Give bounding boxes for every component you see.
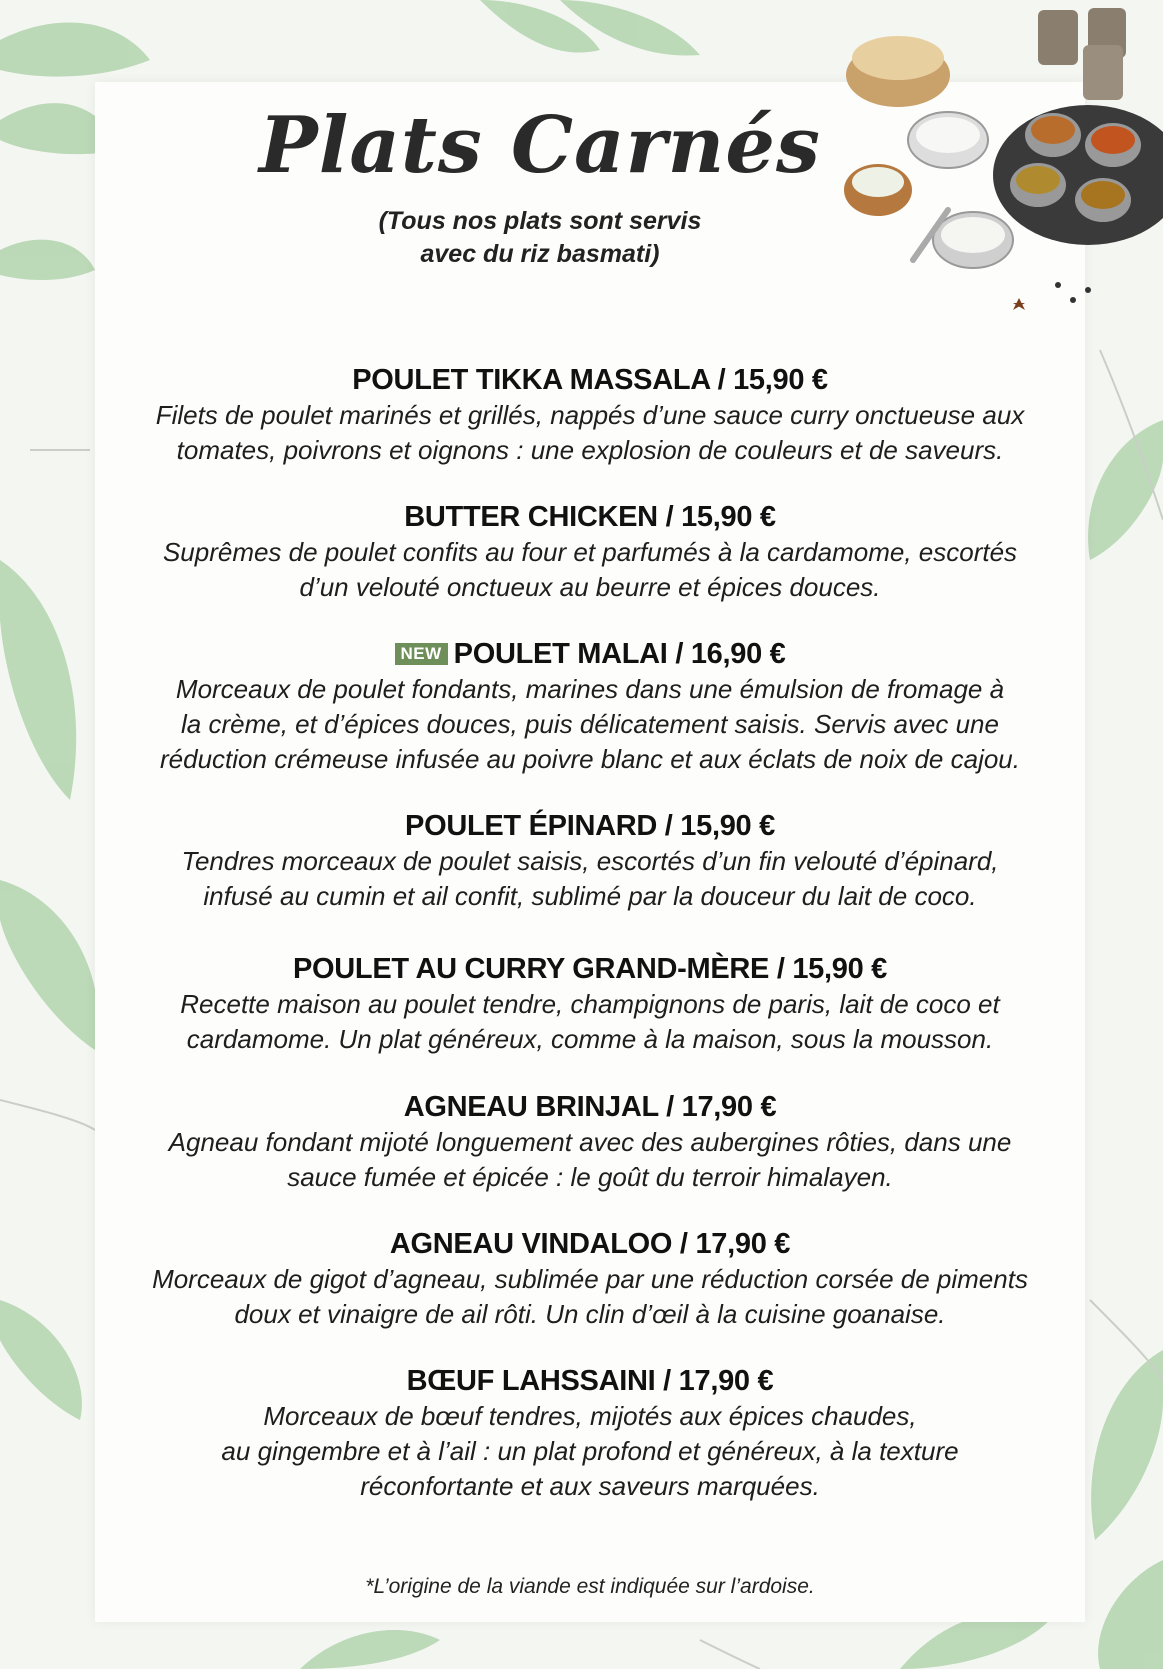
dish-agneau-brinjal [95, 1089, 1085, 1195]
dish-description [95, 1125, 1085, 1195]
dish-name-row [95, 636, 1085, 672]
dish-description [95, 1399, 1085, 1504]
dish-description [95, 398, 1085, 468]
dish-description [95, 987, 1085, 1057]
dish-description-line: infusé au cumin et ail confit, sublimé par la douceur du lait de coco. [203, 881, 977, 911]
dish-name: AGNEAU VINDALOO / 17,90 € [389, 1228, 791, 1260]
dish-poulet-tikka-massala [95, 362, 1085, 468]
dish-description-line: Recette maison au poulet tendre, champignons de paris, lait de coco et [180, 989, 1000, 1019]
dish-description-line: doux et vinaigre de ail rôti. Un clin d’œil à la cuisine goanaise. [234, 1299, 946, 1329]
dish-poulet-malai [95, 636, 1085, 777]
dish-name: POULET AU CURRY GRAND-MÈRE / 15,90 € [292, 953, 887, 985]
dish-description-line: Morceaux de bœuf tendres, mijotés aux épices chaudes, [263, 1401, 917, 1431]
dish-description-line: Morceaux de gigot d’agneau, sublimée par une réduction corsée de piments [152, 1264, 1028, 1294]
dish-boeuf-lahssaini [95, 1363, 1085, 1504]
dish-poulet-epinard [95, 808, 1085, 914]
dish-description-line: Agneau fondant mijoté longuement avec des aubergines rôties, dans une [168, 1127, 1012, 1157]
subtitle-line-2: avec du riz basmati) [420, 240, 660, 268]
dish-description-line: Suprêmes de poulet confits au four et parfumés à la cardamome, escortés [162, 537, 1018, 567]
dish-name: BUTTER CHICKEN / 15,90 € [404, 501, 776, 533]
dish-name: POULET MALAI / 16,90 € [453, 638, 786, 670]
dish-description-line: Filets de poulet marinés et grillés, nappés d’une sauce curry onctueuse aux [155, 400, 1025, 430]
dish-description [95, 672, 1085, 777]
dish-butter-chicken [95, 499, 1085, 605]
dish-description-line: la crème, et d’épices douces, puis délicatement saisis. Servis avec une [181, 709, 999, 739]
dish-description [95, 535, 1085, 605]
dish-description-line: réconfortante et aux saveurs marquées. [360, 1471, 820, 1501]
dish-description-line: d’un velouté onctueux au beurre et épices douces. [299, 572, 881, 602]
dish-agneau-vindaloo [95, 1226, 1085, 1332]
subtitle [0, 205, 1080, 271]
dish-name: AGNEAU BRINJAL / 17,90 € [403, 1091, 777, 1123]
dish-description-line: tomates, poivrons et oignons : une explosion de couleurs et de saveurs. [176, 435, 1004, 465]
dish-description-line: réduction crémeuse infusée au poivre blanc et aux éclats de noix de cajou. [160, 744, 1020, 774]
dish-description [95, 1262, 1085, 1332]
dish-description-line: au gingembre et à l’ail : un plat profond et généreux, à la texture [221, 1436, 959, 1466]
dish-description-line: cardamome. Un plat généreux, comme à la maison, sous la mousson. [186, 1024, 994, 1054]
new-badge: NEW [395, 643, 448, 665]
meat-origin-footnote: *L’origine de la viande est indiquée sur l’ardoise. [365, 1575, 815, 1598]
page-title: Plats Carnés [259, 100, 821, 191]
dish-name: BŒUF LAHSSAINI / 17,90 € [406, 1365, 774, 1397]
dish-poulet-au-curry-grand-mere [95, 951, 1085, 1057]
subtitle-line-1: (Tous nos plats sont servis [378, 207, 702, 235]
dish-description-line: sauce fumée et épicée : le goût du terroir himalayen. [287, 1162, 893, 1192]
dish-name: POULET ÉPINARD / 15,90 € [405, 810, 775, 842]
dish-description-line: Tendres morceaux de poulet saisis, escortés d’un fin velouté d’épinard, [181, 846, 999, 876]
dish-description-line: Morceaux de poulet fondants, marines dans une émulsion de fromage à [175, 674, 1005, 704]
dish-description [95, 844, 1085, 914]
dish-name: POULET TIKKA MASSALA / 15,90 € [352, 364, 828, 396]
